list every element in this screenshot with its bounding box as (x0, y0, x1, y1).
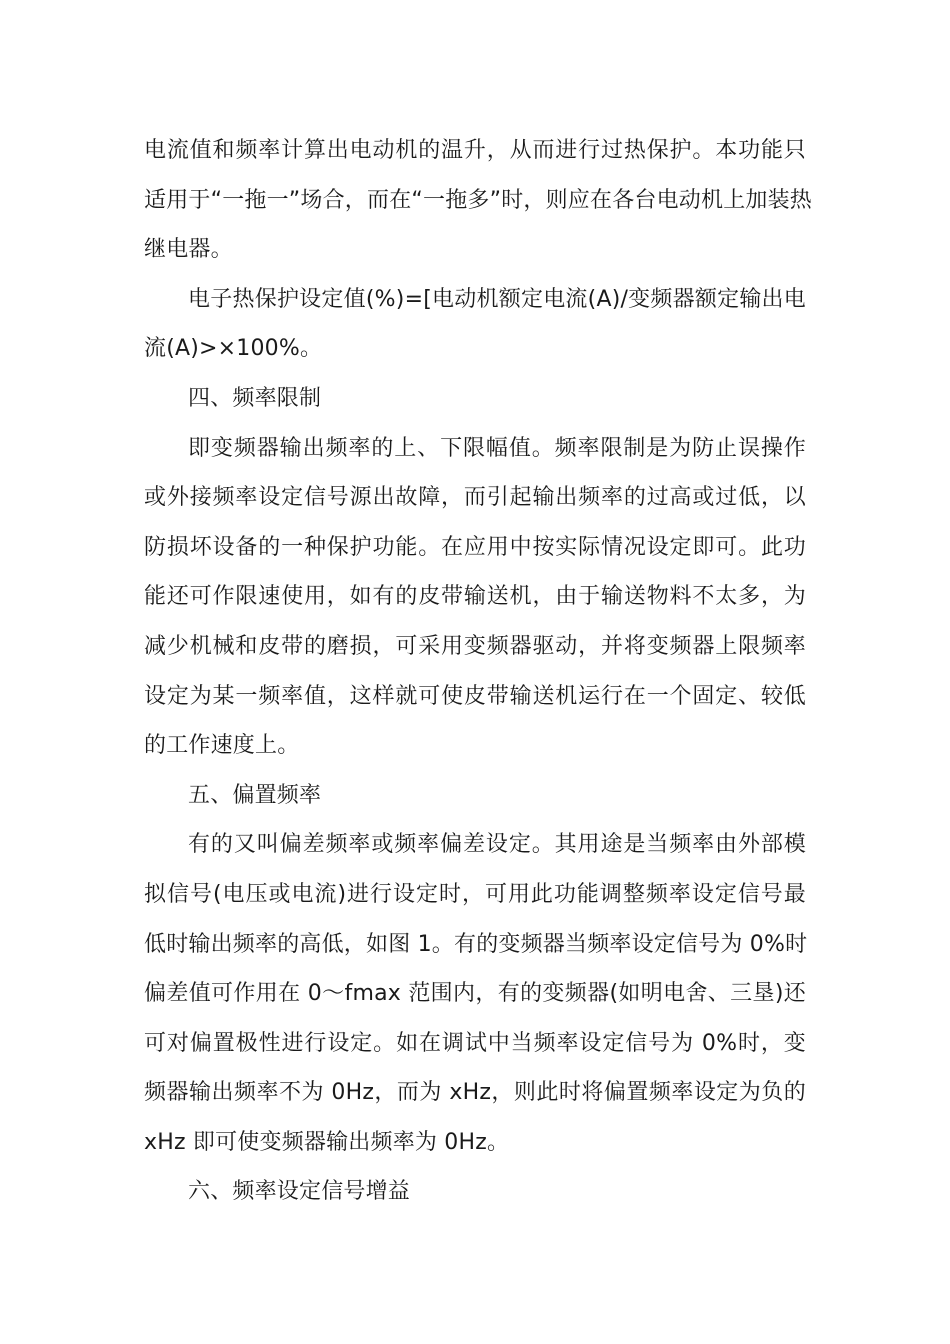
text-line: 减少机械和皮带的磨损，可采用变频器驱动，并将变频器上限频率 (144, 633, 806, 659)
text-line: 的工作速度上。 (144, 733, 300, 759)
text-line: 或外接频率设定信号源出故障，而引起输出频率的过高或过低，以 (144, 485, 806, 511)
paragraph-frequency-limit (144, 424, 806, 771)
text-line: 偏差值可作用在 0～fmax 范围内，有的变频器(如明电舍、三垦)还 (144, 981, 806, 1007)
text-line: 电流值和频率计算出电动机的温升，从而进行过热保护。本功能只 (144, 138, 806, 163)
paragraph-thermal-formula (144, 275, 806, 374)
text-line: 低时输出频率的高低，如图 1。有的变频器当频率设定信号为 0%时 (144, 931, 808, 957)
text-line: 频器输出频率不为 0Hz，而为 xHz，则此时将偏置频率设定为负的 (144, 1080, 806, 1106)
section-heading-frequency-signal-gain (144, 1167, 806, 1217)
text-line: 适用于“一拖一”场合，而在“一拖多”时，则应在各台电动机上加装热 (144, 187, 812, 213)
text-line: 能还可作限速使用，如有的皮带输送机，由于输送物料不太多，为 (144, 584, 806, 610)
text-line: 有的又叫偏差频率或频率偏差设定。其用途是当频率由外部模 (188, 832, 806, 858)
paragraph-thermal-protection-continued (144, 126, 812, 275)
heading-line: 六、频率设定信号增益 (188, 1179, 411, 1205)
section-heading-frequency-limit (144, 374, 806, 424)
text-line: 电子热保护设定值(%)=[电动机额定电流(A)/变频器额定输出电 (188, 286, 806, 312)
heading-line: 五、偏置频率 (188, 782, 322, 808)
text-line: 继电器。 (144, 237, 233, 263)
section-heading-bias-frequency (144, 771, 806, 821)
text-line: 设定为某一频率值，这样就可使皮带输送机运行在一个固定、较低 (144, 683, 806, 709)
text-line: 流(A)>×100%。 (144, 336, 323, 362)
text-line: 即变频器输出频率的上、下限幅值。频率限制是为防止误操作 (188, 435, 806, 461)
text-line: 防损坏设备的一种保护功能。在应用中按实际情况设定即可。此功 (144, 534, 806, 560)
text-line: 拟信号(电压或电流)进行设定时，可用此功能调整频率设定信号最 (144, 881, 806, 907)
text-line: xHz 即可使变频器输出频率为 0Hz。 (144, 1129, 510, 1155)
document-body (144, 126, 812, 1217)
heading-line: 四、频率限制 (188, 385, 322, 411)
text-line: 可对偏置极性进行设定。如在调试中当频率设定信号为 0%时，变 (144, 1030, 806, 1056)
paragraph-bias-frequency (144, 820, 806, 1167)
